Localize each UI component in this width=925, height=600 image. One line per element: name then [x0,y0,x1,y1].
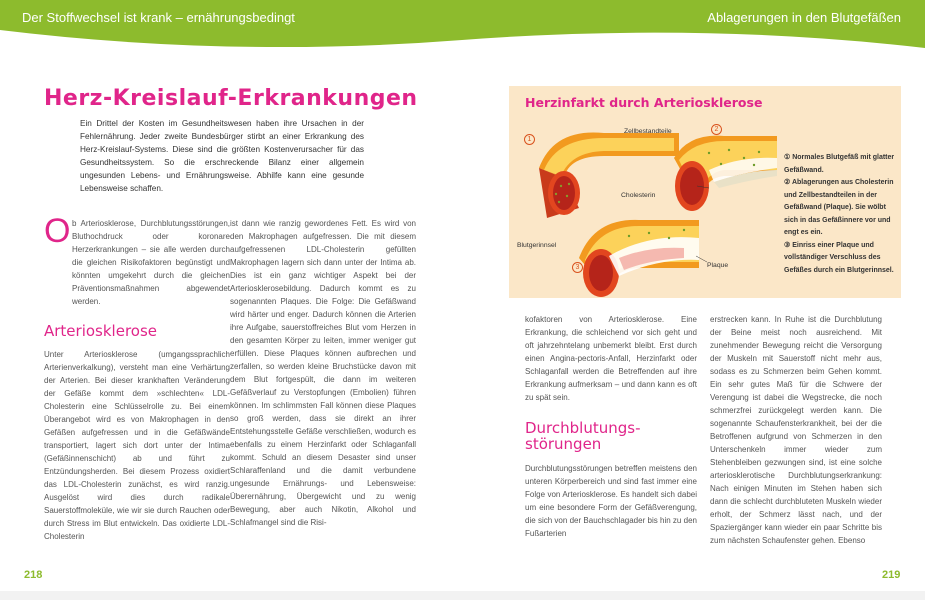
header-bar [0,0,925,40]
artery-normal [539,132,679,218]
label-blutgerinnsel: Blutgerinnsel [517,242,557,249]
marker-1: 1 [524,134,535,145]
lead-paragraph: Ein Drittel der Kosten im Gesundheitswesen haben ihre Ursachen in der Fehlernährung. Jeder zweite Bundesbürger stirbt an einer Erkrankung des Herz-Kreislauf-Systems. Diese sind die größten Kostenverursacher für das Gesundheitssystem. So die erschreckende Bilanz einer allgemein ungesunden Lebens- und Ernährungsweise. Abhilfe kann eine gesunde Lebensweise schaffen. [80,119,364,193]
legend-item-2: ② Ablagerungen aus Cholesterin und Zellbestandteilen in der Gefäßwand (Plaque). Sie wölbt sich in das Gefäßinnere vor und engt es ein. [784,179,894,236]
label-cholesterin: Cholesterin [621,192,656,199]
figure-legend [784,152,896,277]
running-head-left: Der Stoffwechsel ist krank – ernährungsbedingt [22,10,295,25]
subheading-durchblutungsstoerungen [525,420,641,452]
column-1-body: Unter Arteriosklerose (umgangssprachlich Arterienverkalkung), versteht man eine Verhärtung der Arterien. Bei dieser krankhaften Veränderung der Gefäße kommt dem »schlechten« LDL-Cholesterin eine Schlüsselrolle zu. Bei einem Überangebot wird es von Makrophagen in den Gefäßen aufgefressen und in die Gefäßwände transportiert, lagert sich dort unter der Intima (Gefäßinnenschicht) ab und führt zu Entzündungsherden. Bei diesem Prozess oxidiert das LDL-Cholesterin zunächst, es wird ranzig. Ausgelöst wird dies durch radikale Sauerstoffmoleküle, wie wir sie durch Rauchen oder durch Stress im Blut entwickeln. Das oxidierte LDL-Cholesterin [44,350,230,541]
label-zellbestandteile: Zellbestandteile [624,128,672,135]
column-3-body-2: Durchblutungsstörungen betreffen meistens den unteren Körperbereich und sind fast immer eine Folge von Arteriosklerose. Es handelt sich dabei um eine besondere Form der Gefäßverengung, die sich von der Bauchschlagader bis hin zu den Fußarterien [525,464,697,538]
column-4-body: erstrecken kann. In Ruhe ist die Durchblutung der Beine meist noch ausreichend. Mit zunehmender Bewegung reicht die Versorgung der Muskeln mit Sauerstoff nicht mehr aus, sodass es zu Schmerzen beim Gehen kommt. Ein sehr gutes Maß für die Schwere der Verengung ist dabei die Wegstrecke, die noch schmerzfrei zurückgelegt werden kann. Die sogenannte Schaufensterkrankheit, bei der die Betroffenen aufgrund von Schmerzen in den Unterschenkeln immer wieder zum Stehenbleiben gezwungen sind, ist eine solche arteriosklerotische Durchblutungserkrankung: Nach einigen Minuten im Stehen haben sich dann die schlecht durchbluteten Muskeln wieder erholt, der Schmerz lässt nach, und der Spaziergänger kann wieder ein paar Schritte bis zum nächsten Schaufenster gehen. Ebenso [710,315,882,545]
intro-paragraph: b Arteriosklerose, Durchblutungsstörungen, Bluthochdruck oder koronare Herzerkrankungen – sie alle werden durch die gleichen Risikofaktoren begünstigt und könnten umgekehrt durch die gleichen Präventionsmaßnahmen abgewendet werden. [72,219,230,306]
subheading-arteriosklerose: Arteriosklerose [44,322,158,340]
column-2-body: ist dann wie ranzig gewordenes Fett. Es wird von den Makrophagen aufgefressen. Die mit diesem aufgefressenen LDL-Cholesterin gefüllten Makrophagen lagern sich dann unter der Intima ab. Dies ist ein ganz wichtiger Aspekt bei der Arteriosklerosebildung. Dadurch kommt es zu sogenannten Plaques. Die Folge: Die Gefäßwand wird härter und enger. Dadurch können die Arterien ihre Aufgabe, sauerstoffreiches Blut vom Herzen in den gesamten Körper zu leiten, immer weniger gut erfüllen. Diese Plaques können aufbrechen und zerfallen, so werden kleine Bruchstücke davon mit dem Blut fortgespült, die dann im weiteren Gefäßverlauf zu Verstopfungen (Embolien) führen können. Im schlimmsten Fall können diese Plaques so groß werden, dass sie direkt an ihrer Entstehungsstelle Gefäße verschließen, wodurch es ebenfalls zu einem Herzinfarkt oder Schlaganfall kommt. Schuld an diesem Desaster sind unser Schlaraffenland und die damit verbundene ungesunde Ernährungs- und Lebensweise: Überernährung, Übergewicht und zu wenig Bewegung, aber auch Nikotin, Alkohol und Schlafmangel sind die Risi- [230,219,416,527]
page-number-left: 218 [24,569,43,581]
page-number-right: 219 [882,569,901,581]
subheading-line-1: Durchblutungs- [525,419,641,437]
legend-item-3: ③ Einriss einer Plaque und vollständiger Verschluss des Gefäßes durch ein Blutgerinnsel. [784,241,894,274]
column-3-body: kofaktoren von Arteriosklerose. Eine Erkrankung, die schleichend vor sich geht und oft jahrzehntelang unbemerkt bleibt. Erst durch einen Angina-pectoris-Anfall, Herzinfarkt oder Schlaganfall werden die Betreffenden auf ihre Erkrankung aufmerksam – und dann kann es oft zu spät sein. [525,315,697,402]
artery-plaque [674,136,777,211]
legend-item-1: ① Normales Blutgefäß mit glatter Gefäßwand. [784,154,895,174]
figure-herzinfarkt [509,86,901,298]
label-plaque: Plaque [707,262,729,269]
figure-title: Herzinfarkt durch Arteriosklerose [525,95,763,110]
artery-illustration [509,108,779,298]
subheading-line-2: störungen [525,435,602,453]
marker-2: 2 [711,124,722,135]
artery-occluded [579,220,699,297]
marker-3: 3 [572,262,583,273]
bottom-strip [0,591,925,600]
running-head-right: Ablagerungen in den Blutgefäßen [707,10,901,25]
drop-cap: O [44,212,71,250]
page-title: Herz-Kreislauf-Erkrankungen [44,86,418,111]
